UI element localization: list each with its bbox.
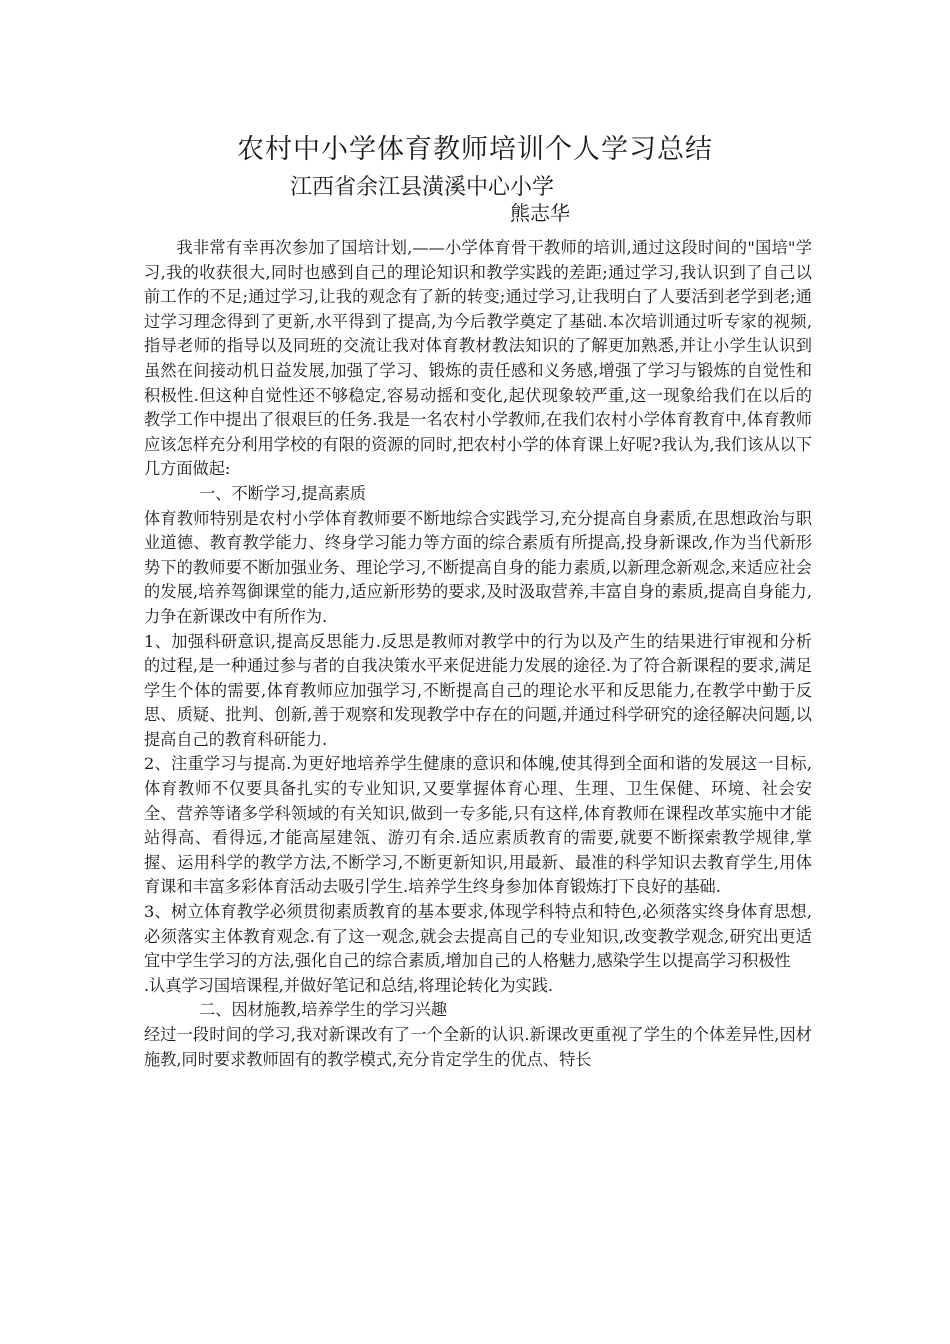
intro-paragraph: 我非常有幸再次参加了国培计划,——小学体育骨干教师的培训,通过这段时间的"国培"学习,我的收获很大,同时也感到自己的理论知识和教学实践的差距;通过学习,我认识到了自己以前工作的不足;通过学习,让我的观念有了新的转变;通过学习,让我明白了人要活到老学到老;通过学习理念得到了更新,水平得到了提高,为今后教学奠定了基础.本次培训通过听专家的视频,指导老师的指导以及同班的交流让我对体育教材教法知识的了解更加熟悉,并让小学生认识到虽然在间接动机日益发展,加强了学习、锻炼的责任感和义务感,增强了学习与锻炼的自觉性和积极性.但这种自觉性还不够稳定,容易动摇和变化,起伏现象较严重,这一现象给我们在以后的教学工作中提出了很艰巨的任务.我是一名农村小学教师,在我们农村小学体育教育中,体育教师应该怎样充分利用学校的有限的资源的同时,把农村小学的体育课上好呢?我认为,我们该从以下几方面做起: [144, 238, 812, 479]
body-paragraph: .认真学习国培课程,并做好笔记和总结,将理论转化为实践. [144, 975, 554, 995]
body-paragraph: 1、加强科研意识,提高反思能力.反思是教师对教学中的行为以及产生的结果进行审视和分析的过程,是一种通过参与者的自我决策水平来促进能力发展的途径.为了符合新课程的要求,满足学生个体的需要,体育教师应加强学习,不断提高自己的理论水平和反思能力,在教学中勤于反思、质疑、批判、创新,善于观察和发现教学中存在的问题,并通过科学研究的途径解决问题,以提高自己的教育科研能力. [144, 631, 812, 749]
body-paragraph: 2、注重学习与提高.为更好地培养学生健康的意识和体魄,使其得到全面和谐的发展这一目标,体育教师不仅要具备扎实的专业知识,又要掌握体育心理、生理、卫生保健、环境、社会安全、营养等诸多学科领域的有关知识,做到一专多能,只有这样,体育教师在课程改革实施中才能站得高、看得远,才能高屋建瓴、游刃有余.适应素质教育的需要,就要不断探索教学规律,掌握、运用科学的教学方法,不断学习,不断更新知识,用最新、最准的科学知识去教育学生,用体育课和丰富多彩体育活动去吸引学生.培养学生终身参加体育锻炼打下良好的基础. [144, 754, 812, 897]
document-body [144, 236, 812, 1072]
section-heading-2: 二、因材施教,培养学生的学习兴趣 [199, 1000, 448, 1020]
section-heading-1: 一、不断学习,提高素质 [199, 483, 367, 503]
school-name: 江西省余江县潢溪中心小学 [290, 175, 555, 200]
author-name: 熊志华 [510, 201, 570, 225]
body-paragraph: 经过一段时间的学习,我对新课改有了一个全新的认识.新课改更重视了学生的个体差异性,因材施教,同时要求教师固有的教学模式,充分肯定学生的优点、特长 [144, 1025, 812, 1069]
body-paragraph: 3、树立体育教学必须贯彻素质教育的基本要求,体现学科特点和特色,必须落实终身体育思想,必须落实主体教育观念.有了这一观念,就会去提高自己的专业知识,改变教学观念,研究出更适宜中学生学习的方法,强化自己的综合素质,增加自己的人格魅力,感染学生以提高学习积极性 [144, 902, 812, 971]
body-paragraph: 体育教师特别是农村小学体育教师要不断地综合实践学习,充分提高自身素质,在思想政治与职业道德、教育教学能力、终身学习能力等方面的综合素质有所提高,投身新课改,作为当代新形势下的教师要不断加强业务、理论学习,不断提高自身的能力素质,以新理念新观念,来适应社会的发展,培养驾御课堂的能力,适应新形势的要求,及时汲取营养,丰富自身的素质,提高自身能力,力争在新课改中有所作为. [144, 508, 812, 626]
document-title: 农村中小学体育教师培训个人学习总结 [237, 134, 713, 165]
